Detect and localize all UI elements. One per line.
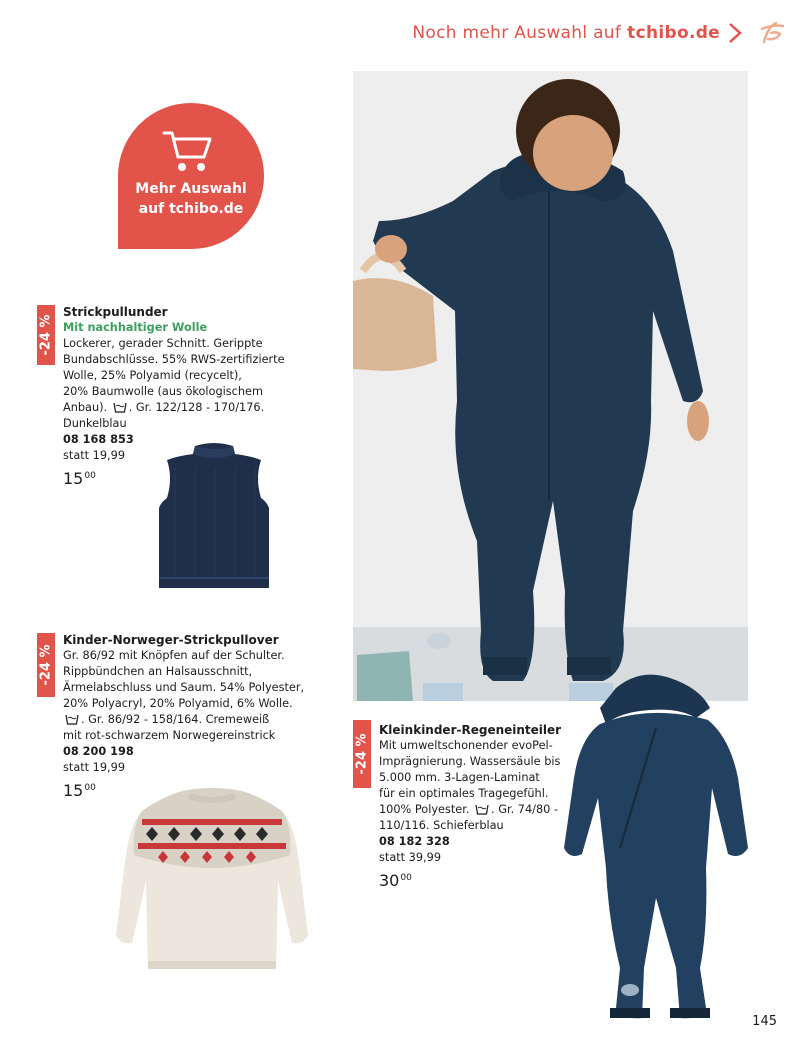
price — [379, 870, 561, 889]
norwegian-sweater-image — [112, 785, 312, 975]
discount-badge — [353, 720, 371, 788]
desc-line: Dunkelblau — [63, 417, 127, 430]
badge-line-2: auf tchibo.de — [138, 201, 244, 217]
header-bar — [412, 20, 786, 46]
chevron-right-icon — [728, 22, 742, 44]
link-prefix: Noch mehr Auswahl auf — [412, 23, 622, 43]
product-name: Strickpullunder — [63, 305, 168, 319]
old-price: statt 19,99 — [63, 449, 126, 462]
knit-vest-image — [155, 438, 273, 594]
rain-suit-image — [560, 668, 752, 1028]
article-number: 08 168 853 — [63, 433, 134, 446]
washing-icon — [65, 713, 79, 725]
tchibo-logo-icon — [756, 20, 786, 46]
desc-line: mit rot-schwarzem Norwegereinstrick — [63, 729, 276, 742]
article-number: 08 200 198 — [63, 745, 134, 758]
discount-badge — [37, 633, 55, 697]
article-number: 08 182 328 — [379, 835, 450, 848]
discount-text: -24 % — [38, 644, 54, 686]
desc-line: Wolle, 25% Polyamid (recycelt), — [63, 369, 242, 382]
desc-wash-before: Anbau). — [63, 401, 108, 414]
discount-text: -24 % — [354, 733, 370, 775]
badge-line-1: Mehr Auswahl — [135, 181, 247, 197]
discount-text: -24 % — [38, 314, 54, 356]
desc-wash-after: . Gr. 74/80 - — [491, 803, 558, 816]
desc-line: Lockerer, gerader Schnitt. Gerippte — [63, 337, 263, 350]
toddler-raincoat-photo — [353, 71, 748, 701]
tchibo-link[interactable] — [412, 22, 742, 44]
desc-line: Gr. 86/92 mit Knöpfen auf der Schulter. — [63, 649, 285, 662]
washing-icon — [113, 401, 127, 413]
price-main: 30 — [379, 871, 400, 890]
desc-line: Bundabschlüsse. 55% RWS-zertifizierte — [63, 353, 285, 366]
product-norweger-pullover — [63, 632, 304, 799]
product-name: Kleinkinder-Regeneinteiler — [379, 723, 562, 737]
cart-icon — [160, 127, 216, 173]
desc-line: 5.000 mm. 3-Lagen-Laminat — [379, 771, 540, 784]
product-subtitle: Mit nachhaltiger Wolle — [63, 321, 208, 334]
desc-line — [63, 712, 304, 728]
product-name: Kinder-Norweger-Strickpullover — [63, 633, 279, 647]
price-main: 15 — [63, 469, 84, 488]
discount-badge — [37, 305, 55, 365]
desc-line — [63, 400, 285, 416]
desc-line: Rippbündchen an Halsausschnitt, — [63, 665, 253, 678]
desc-line: für ein optimales Tragegefühl. — [379, 787, 549, 800]
desc-line — [379, 802, 561, 818]
desc-wash-after: . Gr. 122/128 - 170/176. — [128, 401, 265, 414]
product-regeneinteiler — [379, 722, 561, 889]
badge-text — [118, 179, 264, 219]
price-cents: 00 — [84, 471, 96, 481]
desc-line: 110/116. Schieferblau — [379, 819, 504, 832]
old-price: statt 19,99 — [63, 761, 126, 774]
desc-wash-after: . Gr. 86/92 - 158/164. Cremeweiß — [81, 713, 270, 726]
page-number: 145 — [752, 1014, 777, 1029]
old-price: statt 39,99 — [379, 851, 442, 864]
desc-line: 20% Polyacryl, 20% Polyamid, 6% Wolle. — [63, 697, 293, 710]
desc-line: Ärmelabschluss und Saum. 54% Polyester, — [63, 681, 305, 694]
desc-line: Mit umweltschonender evoPel- — [379, 739, 553, 752]
price-cents: 00 — [84, 783, 96, 793]
more-selection-badge[interactable] — [118, 103, 264, 249]
price-main: 15 — [63, 781, 84, 800]
washing-icon — [475, 803, 489, 815]
desc-wash-before: 100% Polyester. — [379, 803, 470, 816]
link-domain: tchibo.de — [627, 23, 720, 43]
desc-line: 20% Baumwolle (aus ökologischem — [63, 385, 264, 398]
price-cents: 00 — [400, 873, 412, 883]
desc-line: Imprägnierung. Wassersäule bis — [379, 755, 561, 768]
